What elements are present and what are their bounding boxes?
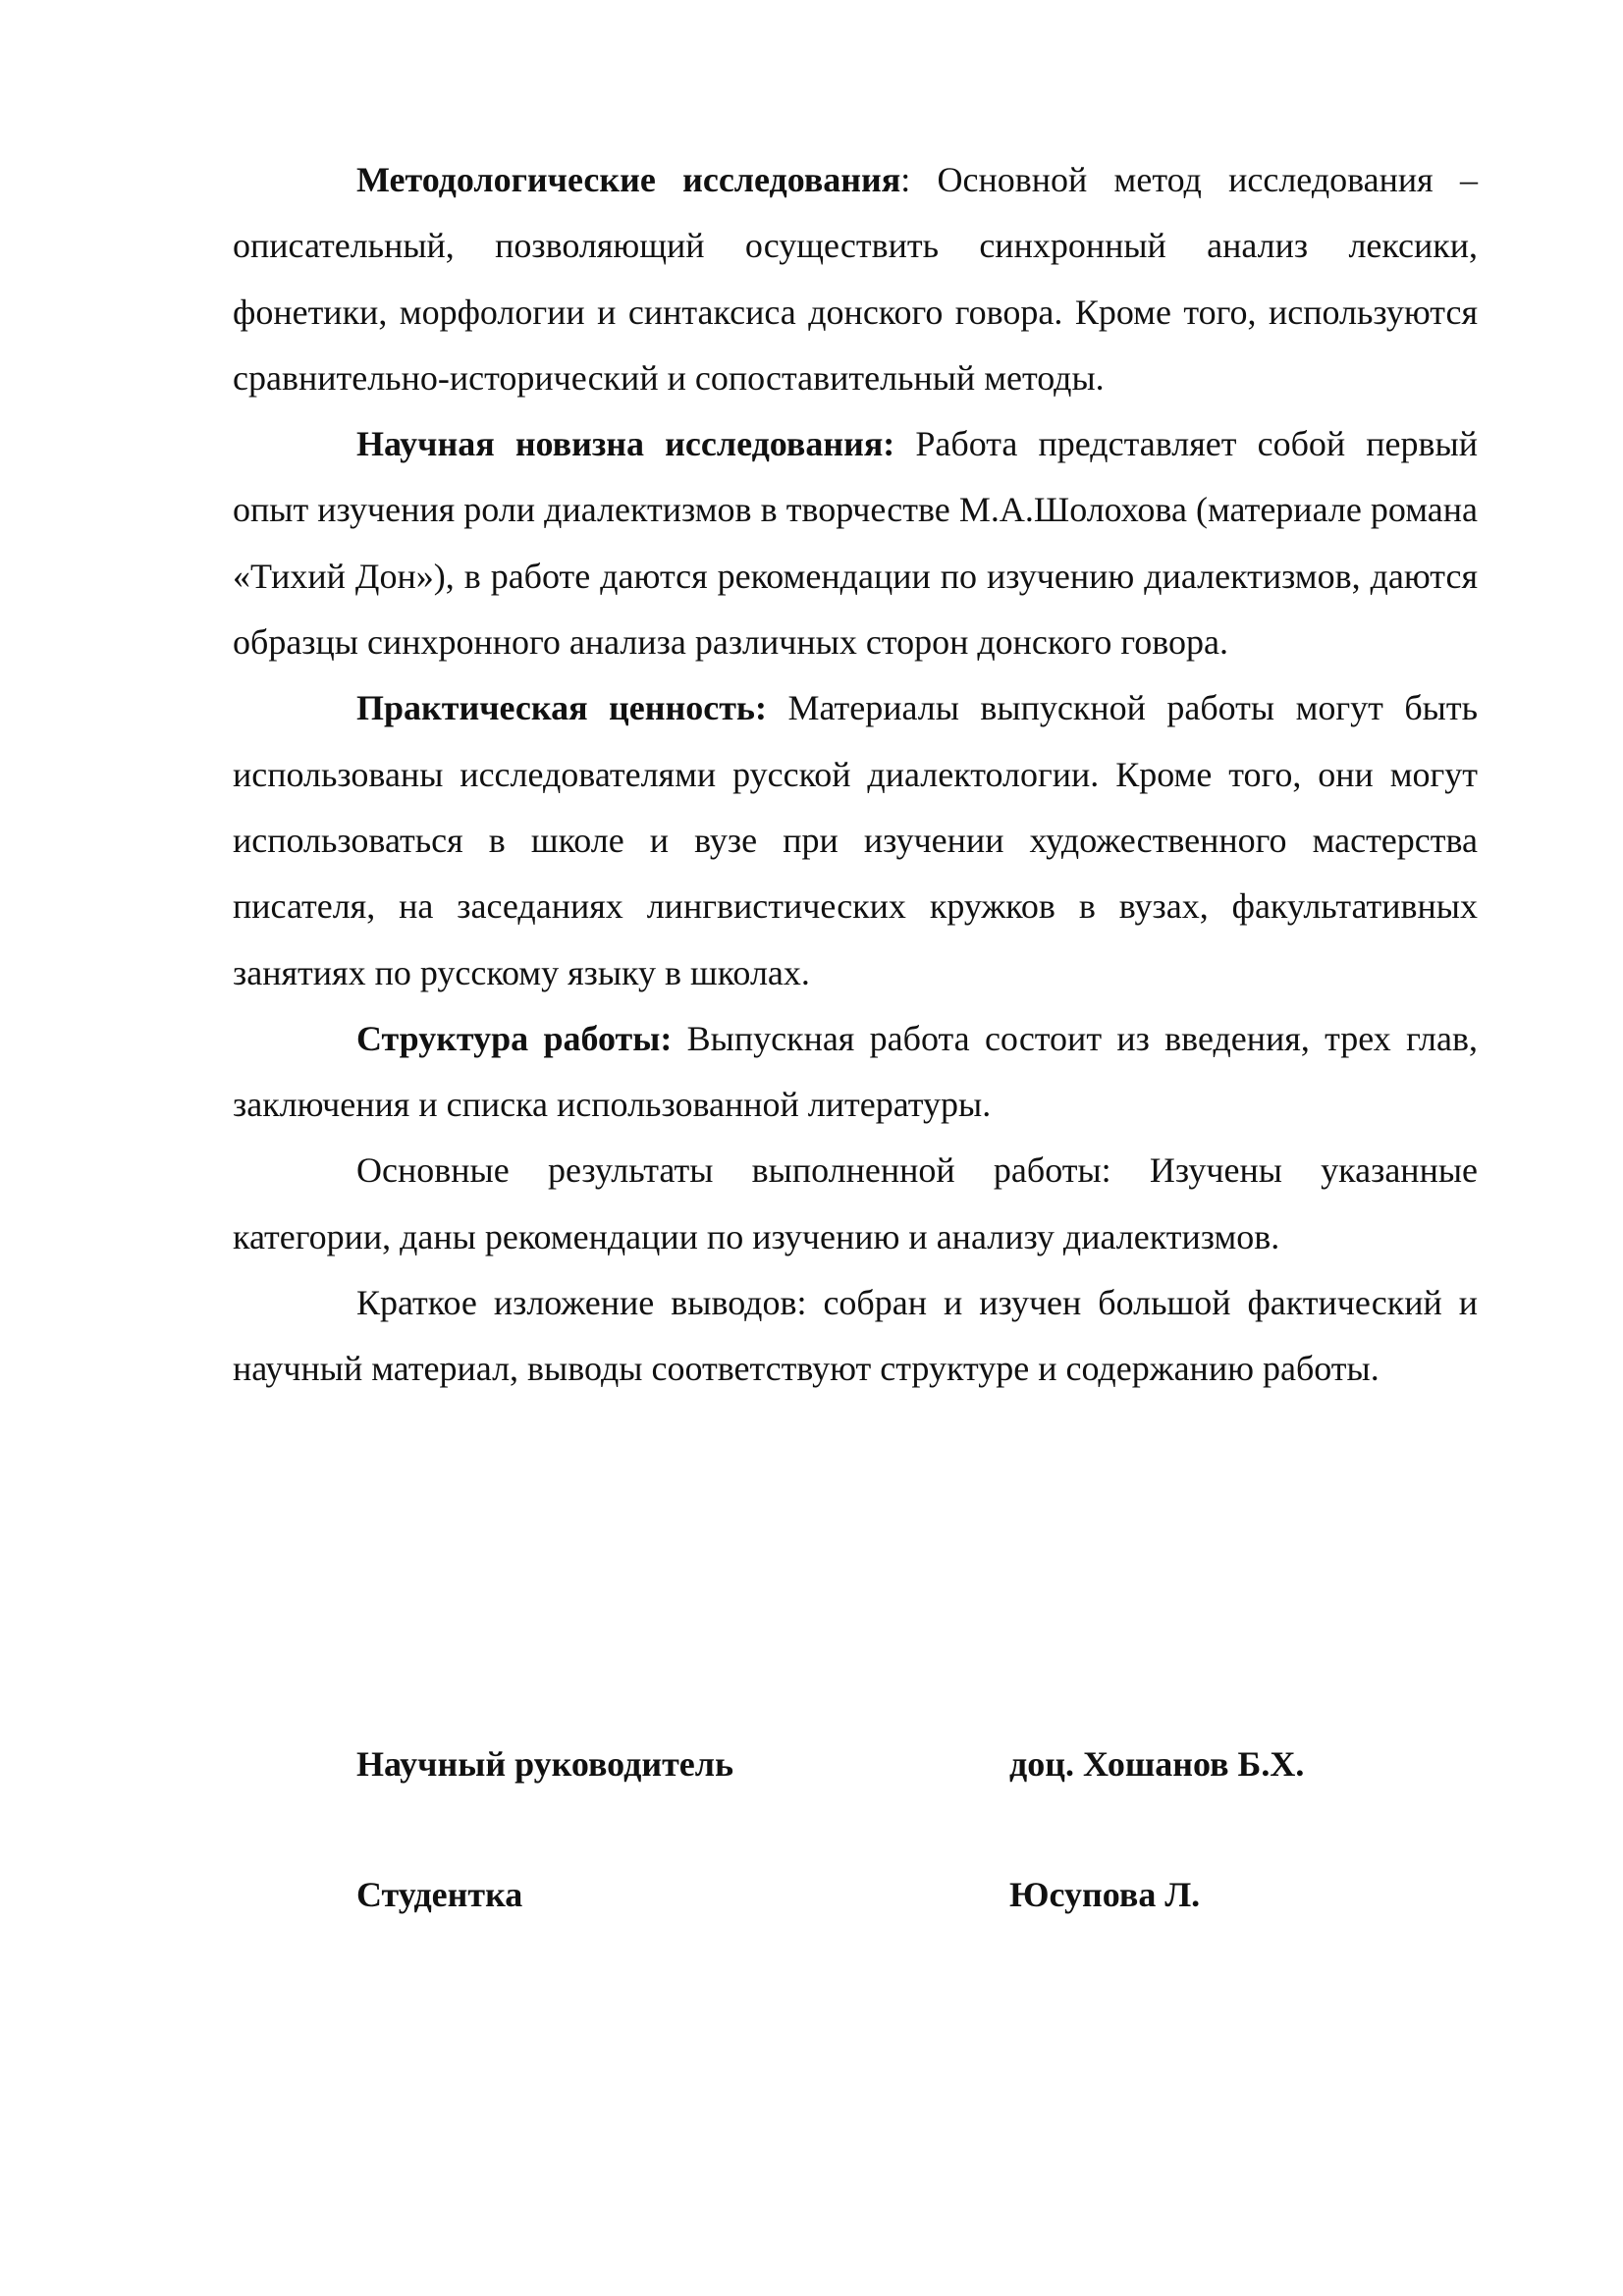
paragraph-text: Основные результаты выполненной работы: Изучены указанные категории, даны рекомендации по изучению и анализу диалектизмов. [233, 1150, 1478, 1256]
paragraph-text: Выпускная работа состоит из введения, трех глав, заключения и списка использованной литературы. [233, 1018, 1478, 1125]
paragraph-methodology [233, 147, 1478, 411]
paragraph-text: Работа представляет собой первый опыт изучения роли диалектизмов в творчестве М.А.Шолохова (материале романа «Тихий Дон»), в работе даются рекомендации по изучению диалектизмов, даются образцы синхронного анализа различных сторон донского говора. [233, 424, 1478, 663]
paragraph-conclusions [233, 1270, 1478, 1403]
paragraph-heading-separator: : [900, 160, 911, 199]
paragraph-heading: Практическая ценность: [356, 688, 767, 728]
paragraph-structure [233, 1006, 1478, 1139]
paragraph-text: Основной метод исследования – описательный, позволяющий осуществить синхронный анализ лексики, фонетики, морфологии и синтаксиса донского говора. Кроме того, используются сравнительно-исторический и сопоставительный методы. [233, 160, 1478, 398]
paragraph-text: Краткое изложение выводов: собран и изучен большой фактический и научный материал, выводы соответствуют структуре и содержанию работы. [233, 1283, 1478, 1389]
supervisor-name: доц. Хошанов Б.Х. [1009, 1744, 1305, 1784]
paragraph-results [233, 1138, 1478, 1270]
student-name: Юсупова Л. [1009, 1875, 1201, 1914]
paragraph-text: Материалы выпускной работы могут быть использованы исследователями русской диалектологии. Кроме того, они могут использоваться в школе и вузе при изучении художественного мастерства писателя, на заседаниях лингвистических кружков в вузах, факультативных занятиях по русскому языку в школах. [233, 688, 1478, 992]
document-body [233, 147, 1478, 1403]
paragraph-heading: Научная новизна исследования: [356, 424, 895, 464]
paragraph-novelty [233, 411, 1478, 675]
paragraph-practical-value [233, 675, 1478, 1005]
paragraph-heading: Структура работы: [356, 1018, 673, 1058]
supervisor-role: Научный руководитель [356, 1744, 733, 1784]
paragraph-heading: Методологические исследования [356, 160, 901, 199]
student-role: Студентка [356, 1875, 523, 1914]
